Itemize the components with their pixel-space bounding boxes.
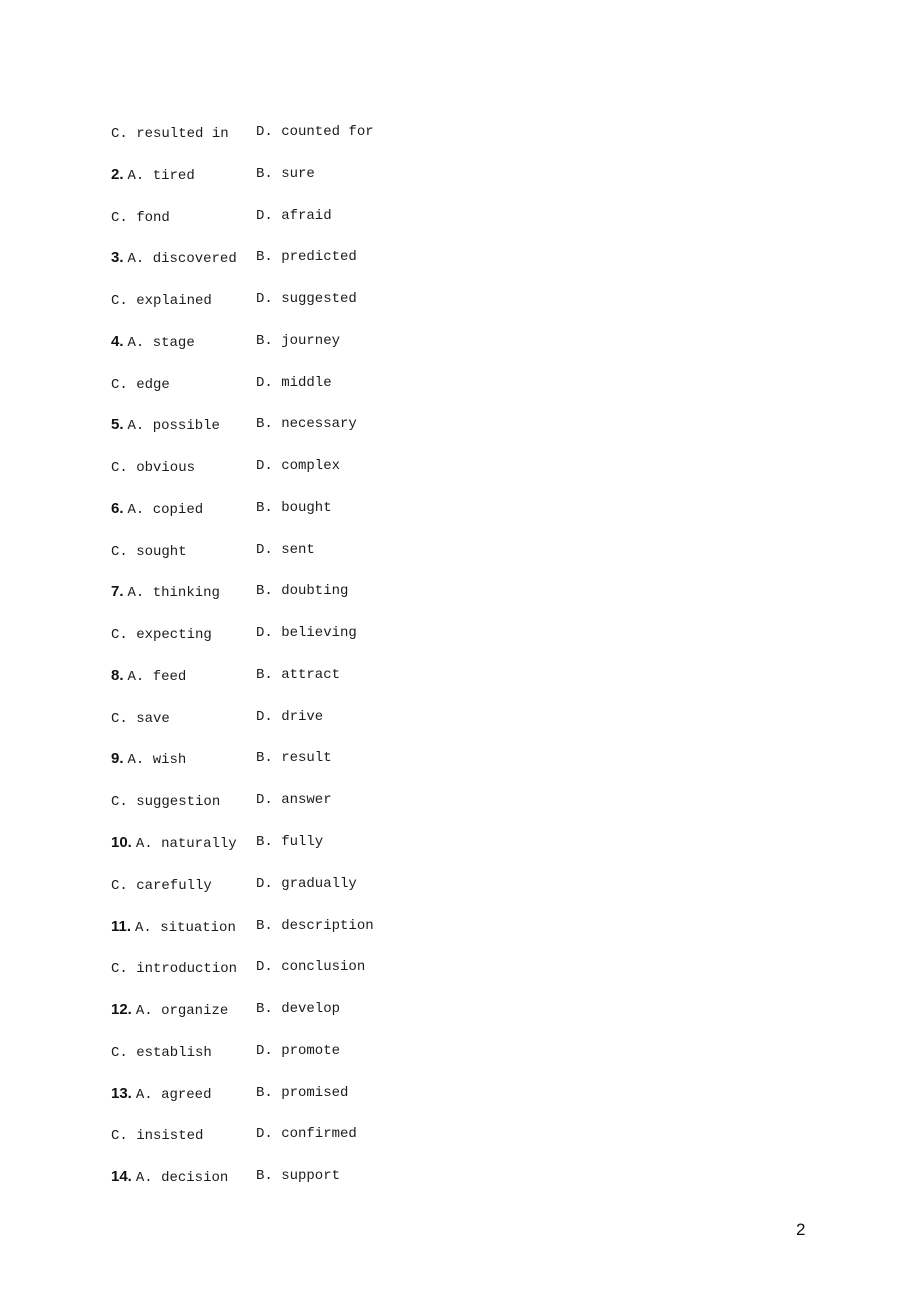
option-cell-left (111, 1031, 256, 1073)
option-text-right: B. support (256, 1168, 341, 1185)
option-cell-left (111, 947, 256, 989)
option-row (111, 864, 374, 906)
option-text-left: C. save (111, 710, 170, 727)
option-cell-left (111, 488, 256, 530)
option-cell-left (111, 279, 256, 321)
option-text-left: A. naturally (135, 836, 237, 853)
option-text-left: A. decision (135, 1170, 229, 1187)
option-text-right: D. afraid (256, 207, 332, 224)
option-text-right: D. believing (256, 625, 357, 642)
option-text-right: B. develop (256, 1001, 341, 1018)
option-row (111, 989, 374, 1031)
option-text-left: A. feed (127, 668, 187, 685)
option-text-right: B. promised (256, 1084, 349, 1101)
option-text-right: D. promote (256, 1042, 341, 1059)
option-text-right: B. attract (256, 666, 341, 683)
option-text-right: B. journey (256, 332, 341, 349)
option-text-left: A. agreed (135, 1086, 212, 1103)
option-cell-left (111, 738, 256, 780)
option-text-right: D. suggested (256, 291, 357, 308)
option-text-right: D. answer (256, 792, 332, 809)
option-cell-left (111, 864, 256, 906)
option-text-left: C. sought (111, 543, 187, 560)
question-number: 8. (111, 666, 124, 684)
page-number: 2 (796, 1220, 806, 1239)
option-row (111, 780, 374, 822)
option-row (111, 655, 374, 697)
option-text-left: A. stage (127, 334, 195, 351)
option-row (111, 738, 374, 780)
option-text-right: B. description (256, 917, 374, 934)
option-text-right: B. predicted (256, 249, 357, 266)
question-number: 3. (111, 249, 124, 267)
option-text-right: B. bought (256, 499, 332, 516)
question-number: 6. (111, 499, 124, 517)
option-text-right: D. sent (256, 541, 315, 558)
option-text-right: B. fully (256, 834, 324, 851)
option-text-left: C. introduction (111, 961, 238, 978)
option-row (111, 112, 374, 154)
option-text-left: C. resulted in (111, 126, 229, 142)
option-text-right: D. complex (256, 458, 341, 475)
question-number: 13. (111, 1084, 132, 1102)
option-row (111, 571, 374, 613)
option-text-left: A. thinking (127, 585, 220, 602)
option-text-right: D. counted for (256, 124, 374, 140)
option-cell-left (111, 530, 256, 572)
option-text-left: A. situation (135, 919, 236, 936)
option-row (111, 363, 374, 405)
multiple-choice-options-list (111, 112, 374, 1198)
option-row (111, 154, 374, 196)
option-cell-left (111, 906, 256, 948)
question-number: 14. (111, 1168, 132, 1186)
question-number: 10. (111, 834, 132, 852)
option-text-left: A. organize (135, 1003, 229, 1020)
option-cell-left (111, 697, 256, 739)
option-text-left: A. possible (127, 418, 220, 435)
option-cell-left (111, 237, 256, 279)
option-row (111, 822, 374, 864)
option-cell-left (111, 989, 256, 1031)
option-text-left: A. copied (127, 501, 204, 518)
option-row (111, 196, 374, 238)
question-number: 11. (111, 917, 132, 935)
option-cell-left (111, 822, 256, 864)
option-row (111, 1031, 374, 1073)
option-text-right: D. drive (256, 708, 324, 725)
question-number: 12. (111, 1001, 132, 1019)
option-row (111, 237, 374, 279)
option-text-right: B. sure (256, 165, 315, 182)
option-row (111, 697, 374, 739)
option-text-left: C. expecting (111, 627, 212, 644)
option-row (111, 947, 374, 989)
question-number: 9. (111, 750, 124, 768)
option-row (111, 613, 374, 655)
question-number: 5. (111, 416, 124, 434)
option-cell-left (111, 655, 256, 697)
option-cell-left (111, 112, 256, 154)
option-text-right: D. middle (256, 374, 332, 391)
option-cell-left (111, 321, 256, 363)
option-text-left: C. fond (111, 209, 170, 226)
option-cell-left (111, 780, 256, 822)
question-number: 4. (111, 332, 124, 350)
option-text-right: D. gradually (256, 875, 357, 892)
option-text-left: A. tired (127, 167, 195, 184)
option-text-left: C. explained (111, 293, 212, 310)
option-text-left: C. obvious (111, 460, 196, 477)
option-text-right: B. necessary (256, 416, 357, 433)
option-cell-left (111, 613, 256, 655)
option-text-right: D. confirmed (256, 1126, 357, 1143)
option-row (111, 530, 374, 572)
option-cell-left (111, 1156, 256, 1198)
option-text-left: C. carefully (111, 877, 212, 894)
option-text-left: C. establish (111, 1044, 212, 1061)
option-text-right: B. doubting (256, 583, 349, 600)
option-row (111, 446, 374, 488)
option-row (111, 1114, 374, 1156)
option-cell-left (111, 1114, 256, 1156)
option-text-left: C. suggestion (111, 794, 221, 811)
option-text-right: B. result (256, 750, 332, 767)
option-text-left: A. discovered (127, 251, 237, 268)
option-row (111, 1156, 374, 1198)
question-number: 7. (111, 583, 124, 601)
option-cell-left (111, 1073, 256, 1115)
option-row (111, 321, 374, 363)
option-text-left: C. edge (111, 376, 170, 393)
option-cell-left (111, 404, 256, 446)
option-cell-left (111, 196, 256, 238)
question-number: 2. (111, 165, 124, 183)
option-cell-left (111, 154, 256, 196)
option-row (111, 404, 374, 446)
option-cell-left (111, 446, 256, 488)
option-row (111, 279, 374, 321)
option-row (111, 488, 374, 530)
option-cell-left (111, 571, 256, 613)
option-text-left: C. insisted (111, 1128, 204, 1145)
option-cell-left (111, 363, 256, 405)
option-text-right: D. conclusion (256, 959, 366, 976)
option-row (111, 906, 374, 948)
option-row (111, 1073, 374, 1115)
option-text-left: A. wish (127, 752, 187, 769)
